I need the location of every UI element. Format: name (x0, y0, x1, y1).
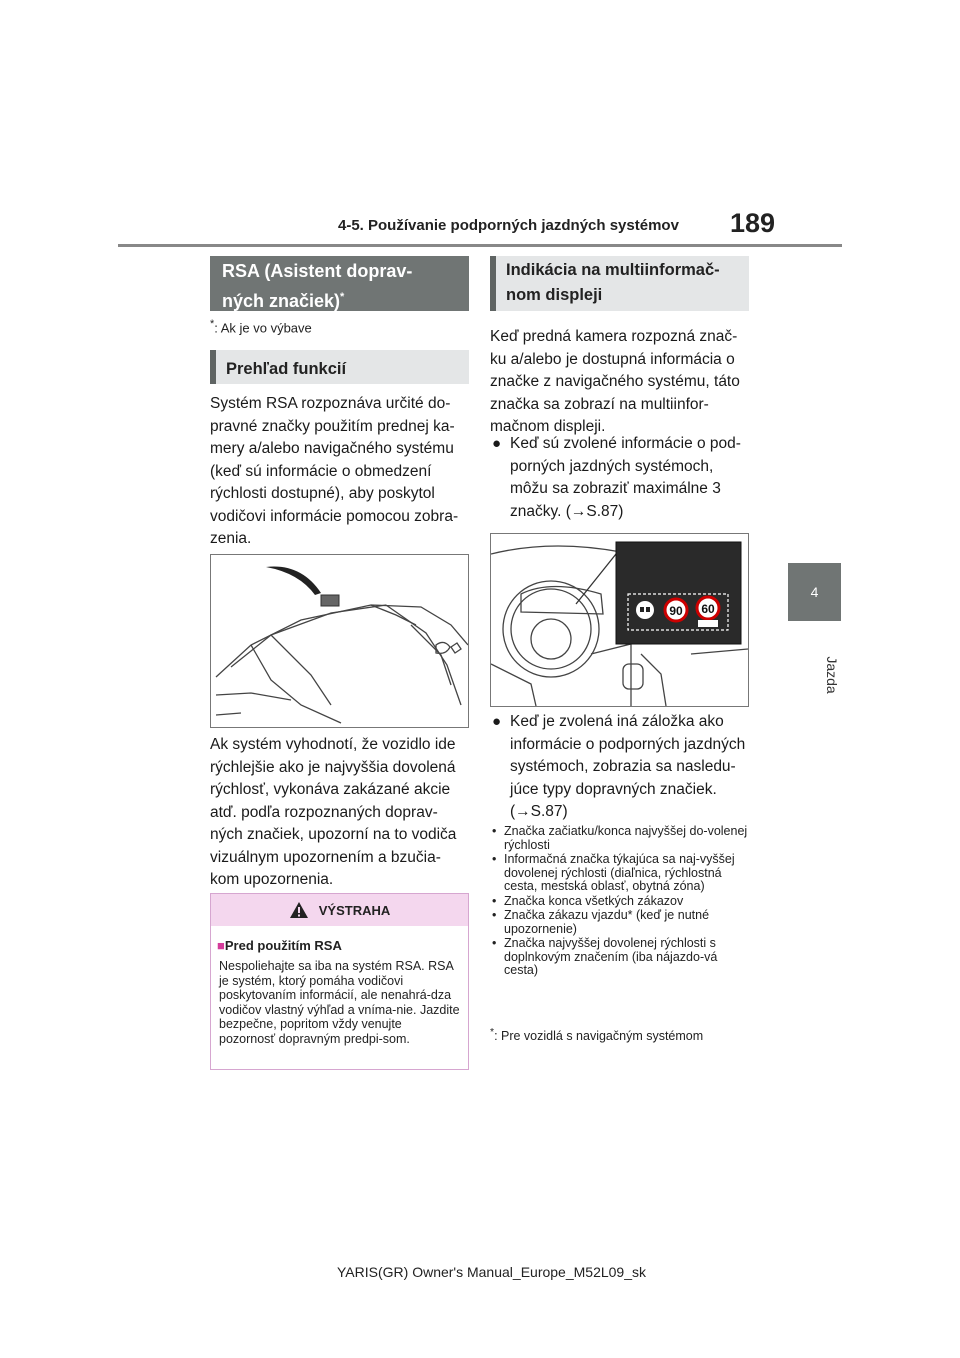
footnote-text: : Pre vozidlá s navigačným systémom (494, 1029, 704, 1044)
warning-title: VÝSTRAHA (318, 902, 391, 918)
display-paragraph: Keď predná kamera rozpozná znač-ku a/alebo je dostupná informácia o značke z navigačného systému, táto značka sa zobrazí na multiinfor-mačnom displeji. (490, 328, 740, 435)
navigation-footnote (490, 1027, 750, 1043)
supplementary-plate-icon (698, 620, 718, 627)
section-title-rsa (210, 256, 469, 311)
section-title-line2: ných značiek) (222, 291, 341, 311)
warning-text: Nespoliehajte sa iba na systém RSA. RSA je systém, ktorý pomáha vodičovi poskytovaním informácií, ale nenahrá-dza vodičov vlastný výhľad a vníma-nie. Jazdite bezpečne, popritom vždy venujte pozornosť dopravným predpi-som. (219, 959, 460, 1046)
list-bullet-icon: • (492, 852, 497, 866)
chapter-title: 4-5. Používanie podporných jazdných systémov (338, 217, 679, 234)
list-item-text: Informačná značka týkajúca sa naj-vyššej dovolenej rýchlosti (diaľnica, rýchlostná cesta, mestská oblasť, obytná zóna) (504, 852, 735, 893)
list-item (492, 909, 750, 936)
sign-type-list (492, 825, 750, 979)
subsection-overview: Prehľad funkcií (210, 350, 469, 384)
overview-paragraph: Systém RSA rozpoznáva určité do-pravné značky použitím prednej ka-mery a/alebo navigačného systému (keď sú informácie o obmedzení rýchlosti dostupné), aby poskytol vodičovi informácie pomocou zobra-zenia. (210, 395, 459, 547)
list-bullet-icon: • (492, 908, 497, 922)
warning-subtitle-row (217, 938, 468, 953)
bullet-dot-icon: ● (492, 435, 502, 452)
warning-subtitle: Pred použitím RSA (224, 938, 342, 953)
chapter-tab: 4 (788, 563, 841, 621)
speed-sign-60-label: 60 (701, 602, 715, 616)
bullet-2-text: Keď je zvolená iná záložka ako informácie o podporných jazdných systémoch, zobrazia sa nasledu-júce typy dopravných značiek. (→S.87) (510, 713, 746, 820)
section-title-display: Indikácia na multiinformač-nom displeji (490, 256, 749, 311)
pointer-arrow-icon (266, 567, 321, 595)
footnote-text: : Ak je vo výbave (214, 320, 312, 336)
list-item (492, 825, 750, 852)
no-overtaking-sign-icon (636, 601, 654, 619)
list-item-text: Značka začiatku/konca najvyššej do-volenej rýchlosti (504, 824, 748, 852)
footnote-mark: * (210, 318, 215, 330)
page-footer: YARIS(GR) Owner's Manual_Europe_M52L09_sk (337, 1264, 646, 1280)
section-title-line1: RSA (Asistent doprav- (222, 261, 413, 281)
multi-info-display (616, 542, 741, 644)
header-divider (118, 244, 842, 247)
speed-sign-90-label: 90 (669, 604, 683, 618)
warning-square-icon: ■ (217, 938, 225, 953)
list-item-text: Značka zákazu vjazdu* (keď je nutné upozornenie) (504, 908, 710, 936)
list-item-text: Značka konca všetkých zákazov (504, 893, 684, 908)
callout-line (576, 554, 616, 604)
warning-header (211, 894, 468, 926)
list-bullet-icon: • (492, 893, 497, 908)
car-illustration (211, 555, 468, 727)
bullet-item-2 (492, 711, 752, 824)
section-title-line2-wrap (222, 284, 457, 314)
warning-box (210, 893, 469, 1070)
list-item (492, 895, 750, 909)
list-item (492, 853, 750, 894)
bullet-item-1 (492, 433, 752, 523)
availability-footnote (210, 318, 469, 335)
page-number: 189 (730, 208, 776, 238)
dashboard-illustration (491, 534, 748, 706)
list-bullet-icon: • (492, 936, 497, 950)
bullet-1-text: Keď sú zvolené informácie o pod-porných jazdných systémoch, môžu sa zobraziť maximálne 3 značky. (→S.87) (510, 435, 741, 520)
camera-unit (321, 595, 339, 606)
warning-triangle-icon (289, 901, 309, 919)
list-bullet-icon: • (492, 824, 497, 838)
list-item (492, 937, 750, 978)
section-title-mark: * (340, 291, 345, 303)
car-camera-figure (210, 554, 469, 728)
bullet-dot-icon: ● (492, 713, 502, 730)
list-item-text: Značka najvyššej dovolenej rýchlosti s doplnkovým značením (iba nájazdo-vá cesta) (504, 936, 718, 977)
warning-behavior-paragraph: Ak systém vyhodnotí, že vozidlo ide rýchlejšie ako je najvyššia dovolená rýchlosť, vykonáva zakázané akcie atď. podľa rozpoznaných doprav-ných značiek, upozorní na to vodiča vizuálnym upozornením a bzučia-kom upozornenia. (210, 736, 457, 888)
chapter-tab-label: Jazda (824, 656, 840, 694)
footnote-mark: * (490, 1027, 495, 1038)
dashboard-figure (490, 533, 749, 707)
